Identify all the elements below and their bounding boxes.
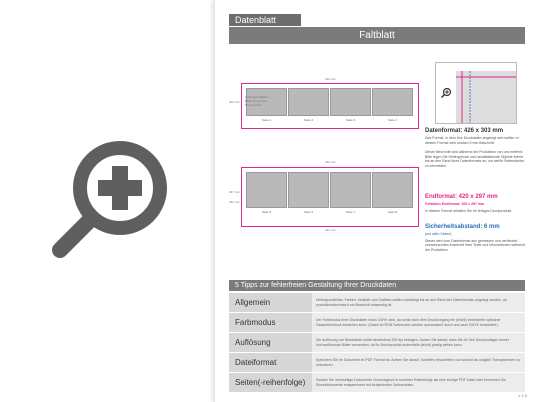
safety-text: Dieser wird vom Datenformat aus gemessen und verhindert unerwünschten Anschnitt Ihrer Texte und Informationen während der Produktion. — [425, 238, 525, 252]
panel-label: Seite 5 — [261, 210, 272, 214]
end-format-section — [425, 194, 525, 213]
version-label: v 1.0 — [518, 393, 527, 398]
panel-label: Seite 4 — [387, 118, 398, 122]
datasheet-page — [214, 0, 536, 402]
panel-label: Seite 2 — [303, 118, 314, 122]
table-row — [229, 333, 525, 353]
zoom-in-small-icon[interactable] — [440, 87, 452, 99]
dim-top-end: 420 mm — [325, 160, 336, 164]
panel — [372, 88, 413, 116]
panel-label: Seite 1 — [261, 118, 272, 122]
tips-table — [229, 293, 525, 393]
safety-title: Sicherheitsabstand: 6 mm — [425, 224, 500, 230]
panel — [246, 172, 287, 208]
data-format-title: Datenformat: 426 x 303 mm — [425, 128, 504, 134]
tip-key: Auflösung — [229, 333, 312, 353]
panel-label: Seite 6 — [303, 210, 314, 214]
table-row — [229, 313, 525, 333]
panel-label: Seite 3 — [345, 118, 356, 122]
dim-side-end: 297 mm — [229, 190, 240, 194]
panel — [288, 88, 329, 116]
layout-note: Hintergrundfarbe / Bilder bis an den Rand ziehen — [245, 95, 270, 107]
table-row — [229, 353, 525, 373]
tips-title: 5 Tipps zur fehlerfreien Gestaltung Ihrer Druckdaten — [229, 280, 525, 291]
tip-value: Speichern Sie Ihr Dokument im PDF-Format ab. Achten Sie darauf, Schriften einzubetten und sowohl als möglich Transparenzen zu reduzieren. — [312, 353, 525, 373]
tip-value: Die Auflösung von Bilddateien sollte mindestens 300 dpi betragen. Achten Sie darauf, dass Sie für Ihre Druckvorlagen immer hochauflösende Bilder verwenden, da Ihr Druckprodukt andernfalls (leicht) pixelig wirken kann. — [312, 333, 525, 353]
end-format-text-2: In diesem Format erhalten Sie Ihr fertiges Druckprodukt. — [425, 208, 513, 213]
panel-label: Seite 8 — [387, 210, 398, 214]
dim-side-safe: 291 mm — [229, 200, 240, 204]
table-row — [229, 373, 525, 393]
data-format-section — [425, 128, 525, 168]
corner-detail — [435, 62, 517, 124]
fold-diagram-back — [241, 167, 419, 227]
data-format-text: Das Format, in dem Ihre Druckdaten angelegt sein sollten. In diesem Format wird rundum 3 mm Beschnitt. — [425, 136, 520, 145]
dim-top-safe: 414 mm — [325, 228, 336, 232]
safety-subtitle: (auf allen Seiten) — [425, 232, 452, 236]
dim-top-data: 426 mm — [325, 77, 336, 81]
panel — [330, 172, 371, 208]
tip-value: Der Farbmodus Ihrer Druckdaten muss CMYK sein, da sonst nach dem Druckvorgang ein (leicht) veränderter optischer Gesamteindruck entstehen kann. (Daten im RGB Farbmodus werden automatisch durch uns nach CMYK konvertiert.) — [312, 313, 525, 333]
datasheet-tab: Datenblatt — [229, 14, 301, 26]
zoom-in-icon[interactable] — [40, 130, 180, 270]
tip-value: Senden Sie mehrseitige Dokumente chronologisch in korrekter Reihenfolge als eine einzige PDF-Datei oder benennen Sie Einzeldokumente entsprechend mit fortlaufenden Seitenzahlen. — [312, 373, 525, 393]
table-row — [229, 293, 525, 313]
safety-section — [425, 224, 525, 252]
panel — [372, 172, 413, 208]
tip-key: Allgemein — [229, 293, 312, 313]
dim-side-data: 303 mm — [229, 100, 240, 104]
tip-value: Hintergrundbilder, Farben, Verläufe und Grafiken sollten unbedingt bis an den Rand des Datenformats angelegt werden, da produktionstechnisch ein Beschnitt notwendig ist. — [312, 293, 525, 313]
tip-key: Farbmodus — [229, 313, 312, 333]
info-column — [425, 62, 525, 262]
end-format-text: Gefalzten Endformat: 105 x 297 mm — [425, 202, 485, 206]
tip-key: Seiten(-reihenfolge) — [229, 373, 312, 393]
panel — [330, 88, 371, 116]
data-format-text-2: Dieser Beschnitt wird während der Produktion von uns entfernt. Bitte legen Sie Hintergründe und randabfallende Objekte immer bis an den Rand Ihres Datenformats an, um weiße Seitenränder zu vermeiden. — [425, 150, 525, 168]
panel — [288, 172, 329, 208]
page-title: Faltblatt — [229, 27, 525, 44]
panel-label: Seite 7 — [345, 210, 356, 214]
tip-key: Dateiformat — [229, 353, 312, 373]
end-format-title: Endformat: 420 x 297 mm — [425, 194, 498, 200]
